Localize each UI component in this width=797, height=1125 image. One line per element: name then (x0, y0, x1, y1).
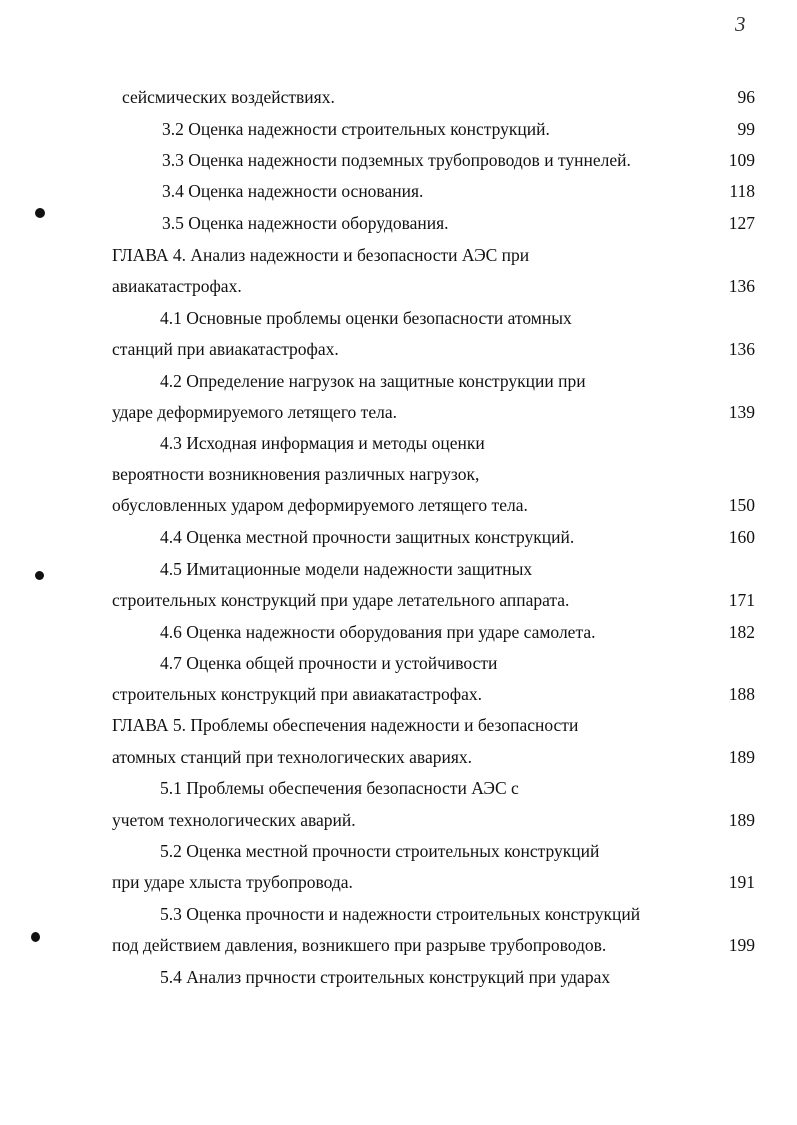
toc-line (0, 679, 797, 709)
toc-page-number: 171 (728, 590, 755, 610)
toc-page-number: 139 (728, 402, 755, 422)
toc-page-number: 136 (728, 339, 755, 359)
toc-page-number: 191 (728, 872, 755, 892)
toc-entry-text: 5.3 Оценка прочности и надежности строительных конструкций (160, 904, 641, 924)
toc-entry-text: ударе деформируемого летящего тела. (112, 402, 397, 422)
toc-line (0, 366, 797, 396)
toc-page-number: 189 (728, 810, 755, 830)
toc-entry-text: 3.4 Оценка надежности основания. (162, 181, 424, 201)
toc-entry-text: обусловленных ударом деформируемого летящего тела. (112, 495, 528, 515)
toc-page-number: 160 (728, 527, 755, 547)
toc-line (0, 805, 797, 835)
toc-page-number: 99 (737, 119, 755, 139)
toc-line (0, 867, 797, 897)
toc-line (0, 271, 797, 301)
toc-entry-text: авиакатастрофах. (112, 276, 242, 296)
toc-entry-text: 4.6 Оценка надежности оборудования при ударе самолета. (160, 622, 596, 642)
toc-line (0, 397, 797, 427)
toc-line (0, 114, 797, 144)
toc-line (0, 459, 797, 489)
toc-page-number: 109 (728, 150, 755, 170)
toc-line (0, 334, 797, 364)
toc-entry-text: учетом технологических аварий. (112, 810, 356, 830)
toc-page-number: 189 (728, 747, 755, 767)
toc-line (0, 176, 797, 206)
toc-line (0, 303, 797, 333)
toc-line (0, 836, 797, 866)
toc-line (0, 710, 797, 740)
toc-entry-text: 4.5 Имитационные модели надежности защитных (160, 559, 533, 579)
toc-line (0, 240, 797, 270)
toc-line (0, 82, 797, 112)
toc-line (0, 962, 797, 992)
toc-line (0, 585, 797, 615)
toc-entry-text: под действием давления, возникшего при разрыве трубопроводов. (112, 935, 607, 955)
toc-line (0, 742, 797, 772)
toc-entry-text: при ударе хлыста трубопровода. (112, 872, 353, 892)
toc-page-number: 188 (728, 684, 755, 704)
toc-entry-text: 3.3 Оценка надежности подземных трубопроводов и туннелей. (162, 150, 631, 170)
toc-entry-text: строительных конструкций при авиакатастрофах. (112, 684, 483, 704)
toc-line (0, 522, 797, 552)
toc-entry-text: 4.4 Оценка местной прочности защитных конструкций. (160, 527, 575, 547)
toc-line (0, 490, 797, 520)
toc-line (0, 648, 797, 678)
toc-entry-text: 4.3 Исходная информация и методы оценки (160, 433, 485, 453)
toc-page-number: 199 (728, 935, 755, 955)
toc-entry-text: сейсмических воздействиях. (122, 87, 335, 107)
toc-page-number: 136 (728, 276, 755, 296)
toc-entry-text: ГЛАВА 5. Проблемы обеспечения надежности и безопасности (112, 715, 579, 735)
toc-entry-text: 3.2 Оценка надежности строительных конструкций. (162, 119, 550, 139)
toc-page-number: 96 (737, 87, 755, 107)
toc-line (0, 899, 797, 929)
page-number: 3 (735, 12, 746, 36)
toc-entry-text: 4.1 Основные проблемы оценки безопасности атомных (160, 308, 572, 328)
toc-entry-text: 4.7 Оценка общей прочности и устойчивости (160, 653, 498, 673)
toc-entry-text: 3.5 Оценка надежности оборудования. (162, 213, 449, 233)
toc-entry-text: атомных станций при технологических авариях. (112, 747, 473, 767)
toc-entry-text: 5.2 Оценка местной прочности строительных конструкций (160, 841, 600, 861)
toc-entry-text: вероятности возникновения различных нагрузок, (112, 464, 480, 484)
toc-entry-text: станций при авиакатастрофах. (112, 339, 339, 359)
toc-entry-text: 5.4 Анализ пpчности строительных конструкций при ударах (160, 967, 611, 987)
toc-entry-text: 5.1 Проблемы обеспечения безопасности АЭС с (160, 778, 519, 798)
toc-page-number: 182 (728, 622, 755, 642)
toc-line (0, 773, 797, 803)
toc-entry-text: ГЛАВА 4. Анализ надежности и безопасности АЭС при (112, 245, 530, 265)
toc-entry-text: строительных конструкций при ударе летательного аппарата. (112, 590, 570, 610)
toc-line (0, 554, 797, 584)
toc-line (0, 145, 797, 175)
toc-page-number: 118 (729, 181, 755, 201)
toc-page-number: 150 (728, 495, 755, 515)
toc-line (0, 208, 797, 238)
toc-line (0, 930, 797, 960)
toc-entry-text: 4.2 Определение нагрузок на защитные конструкции при (160, 371, 586, 391)
toc-page-number: 127 (728, 213, 755, 233)
toc-line (0, 617, 797, 647)
toc-line (0, 428, 797, 458)
